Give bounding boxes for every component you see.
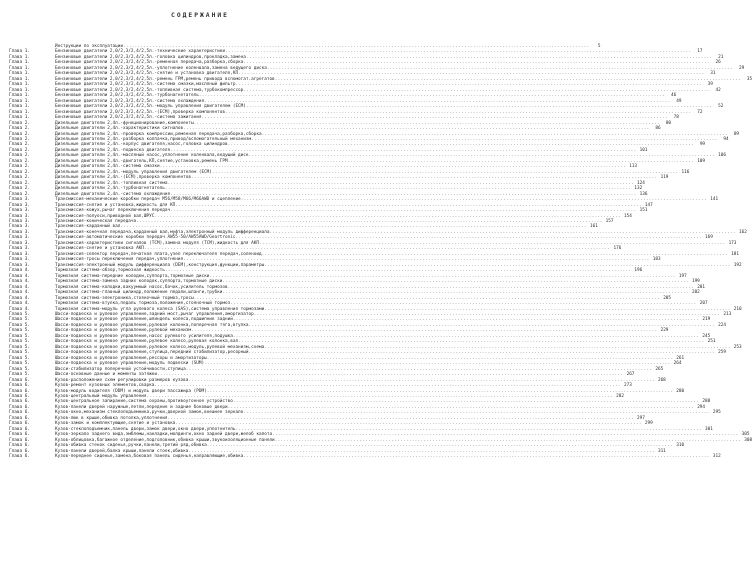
toc-page-number: 154 [623,213,632,219]
toc-title: Бензиновые двигатели 2,0/2,3/2,4/2,5л.-система охлаждения [55,98,205,104]
toc-title: Тормозная система-втулка,педаль тормоза,положение,стояночный тормоз [55,301,231,307]
toc-title: Кузов-окно,механизм стеклоподъемника,ручки,дверной замок,внешнее зеркало [55,410,244,416]
toc-title: Тормозная система-электроника,стояночный тормоз,тросы [55,295,194,301]
toc-page-number: 17 [697,49,703,55]
toc-page-number: 173 [728,240,737,246]
toc-chapter: Глава 6. [9,383,30,389]
toc-chapter: Глава 2. [9,126,30,132]
toc-page-number: 265 [655,366,664,372]
toc-chapter: Глава 2. [9,175,30,181]
toc-page-number: 78 [673,115,679,121]
toc-title: Кузов-модуль водителя (DDM) и модуль двери пассажира (PDM) [55,388,207,394]
toc-chapter: Глава 3. [9,224,30,230]
toc-chapter: Глава 1. [9,49,30,55]
toc-title: Дизельные двигатели 2,4л.-корпус двигателя,насос,головка цилиндров [55,142,228,148]
toc-page-number: 201 [697,284,706,290]
toc-page-number: 136 [639,191,648,197]
toc-title: Шасси-подвеска и рулевое управление,ступица,передний стабилизатор,ресорный [55,350,249,356]
toc-page-number: 109 [697,158,706,164]
toc-chapter: Глава 1. [9,93,30,99]
toc-title: Шасси-подвеска и рулевое управление,насос рулевого усилителя,подушка [55,333,233,339]
toc-title: Шасси-подвеска и рулевое управление,рулевой механизм [55,328,191,334]
toc-page-number: 301 [705,426,713,432]
toc-chapter: Глава 2. [9,136,30,142]
toc-chapter: Глава 3. [9,251,30,257]
toc-chapter: Глава 1. [9,71,30,77]
toc-title: Дизельные двигатели 2,4л.-характеристики сигналов [55,126,184,132]
toc-chapter: Глава 1. [9,115,30,121]
toc-title: Дизельные двигатели 2,4л.-турбонагнетатель [55,186,165,192]
toc-page-number: 42 [715,87,721,93]
toc-title: Кузов-замок и комплектующие,снятие и установка [55,421,176,427]
toc-chapter: Глава 3. [9,213,30,219]
toc-title: Трансмиссия-конечная передача,карданный вал,муфта,электронный модуль дифференциала [55,229,270,235]
toc-title: Кузов-стеклоподъемник,панель двери,замок двери,окно двери,уплотнитель [55,426,236,432]
toc-title: Шасси-основные данные и моменты затяжки [55,372,157,378]
toc-page-number: 224 [718,322,726,328]
toc-title: Бензиновые двигатели 2,0/2,3/2,4/2,5л.-ременная передача,разборка,сборка [55,60,244,66]
toc-page-number: 46 [671,93,677,99]
toc-chapter: Глава 6. [9,437,30,443]
toc-title: Кузов-панели дверей наружные,петли,передние и задние боковые двери [55,404,228,410]
toc-page-number: 94 [723,136,729,142]
toc-chapter: Глава 2. [9,131,30,137]
toc-page-number: 267 [626,372,635,378]
toc-title: Бензиновые двигатели 2,0/2,3/2,4/2,5л.-головка цилиндров,прокладка,замена [55,54,246,60]
toc-title: Дизельные двигатели 2,4л.-модуль управления двигателем (ECM) [55,169,212,175]
toc-leader-dots [243,454,709,459]
toc-chapter: Глава 2. [9,180,30,186]
toc-chapter: Глава 3. [9,219,30,224]
toc-title: Дизельные двигатели 2,4л.-разборка колпачка,привод/вспомогательный механизм [55,136,252,142]
toc-title: Дизельные двигатели 2,4л.-двигатель,КП,снятие,установка,ремень ГРМ [55,158,228,164]
toc-chapter: Глава 6. [9,421,30,427]
toc-page-number: 181 [731,251,740,257]
toc-chapter: Глава 5. [9,328,30,334]
toc-page-number: 124 [637,180,645,186]
toc-chapter: Глава 6. [9,426,30,432]
toc-page-number: 210 [733,306,742,312]
toc-page-number: 162 [739,229,747,235]
toc-title: Бензиновые двигатели 2,0/2,3/2,4/2,5л.-топливная система,турбокомпрессор [55,87,244,93]
toc-title: Шасси-подвеска и рулевое управление,рулевое колесо,рулевая колонка,вал [55,339,239,345]
toc-title: Трансмиссия-карданный вал [55,224,121,230]
toc-chapter: Глава 5. [9,355,30,361]
toc-chapter: Глава 2. [9,142,30,148]
toc-page-number: 192 [733,262,742,268]
toc-page-number: 259 [718,350,726,356]
toc-chapter: Глава 4. [9,284,30,290]
toc-chapter: Глава 1. [9,76,30,82]
toc-page-number: 39 [707,82,713,88]
toc-chapter: Глава 2. [9,169,30,175]
toc-page-number: 280 [676,388,685,394]
toc-title: Трансмиссия-коническая передача [55,219,137,224]
toc-title: Трансмиссия-снятие и установка АКП [55,246,144,252]
toc-chapter: Глава 2. [9,191,30,197]
toc-title: Бензиновые двигатели 2,0/2,3/2,4/2,5л.-система зажигания [55,115,202,121]
toc-page-number: 29 [739,65,745,71]
toc-title: Кузов-облицовка,багажное отделение,подголовник,обивка крыши,звукоизоляционные панели [55,437,275,443]
toc-chapter: Глава 1. [9,82,30,88]
toc-page-number: 89 [733,131,740,137]
toc-chapter: Глава 4. [9,273,30,279]
toc-page-number: 207 [699,301,708,307]
toc-page-number: 31 [710,71,716,77]
toc-chapter: Глава 5. [9,333,30,339]
toc-title: Тормозная система-обзор,тормозная жидкость [55,268,165,274]
page-title: СОДЕРЖАНИЕ [171,12,229,19]
toc-page-number: 310 [676,443,685,449]
toc-chapter: Глава 5. [9,344,30,350]
toc-chapter: Глава 6. [9,377,30,383]
toc-chapter: Глава 5. [9,317,30,323]
toc-title: Бензиновые двигатели 2,0/2,3/2,4/2,5л.-снятие и установка двигателя,КП [55,71,239,77]
toc-page-number: 5 [597,44,601,49]
toc-title: Тормозная система-передние колодки,суппорта,тормозные диски [55,273,210,279]
toc-chapter: Глава 1. [9,109,30,115]
toc-page-number: 199 [691,279,700,285]
toc-title: Кузов-центральный модуль управления [55,394,147,399]
toc-title: Бензиновые двигатели 2,0/2,3/2,4/2,5л.-(ECM),проверка компонентов [55,109,225,115]
toc-page-number: 132 [634,186,643,192]
toc-page-number: 161 [589,224,598,230]
toc-page-number: 311 [657,448,666,454]
toc-title: Трансмиссия-полуоси,приводной вал,ШРУС [55,213,155,219]
toc-page-number: 264 [673,361,682,367]
toc-page-number: 106 [718,153,726,159]
toc-title: Дизельные двигатели 2,4л.-проверка компрессии,ременная передача,разборка,сборка [55,131,262,137]
toc-chapter: Глава 4. [9,301,30,307]
toc-chapter: Глава 5. [9,366,30,372]
toc-page-number: 299 [644,421,653,427]
toc-title: Кузов-люк в крыше,обивка потолка,уплотнения [55,415,168,421]
toc-page-number: 294 [697,404,706,410]
toc-chapter: Глава 1. [9,98,30,104]
toc-title: Кузов-ремонт кузовных элементов,сварка [55,383,155,389]
toc-page-number: 261 [676,355,685,361]
toc-title: Тормозная система-модуль угла рулевого колеса (SAS),система управления тормозами [55,306,265,312]
toc-page-number: 202 [691,290,700,296]
toc-title: Кузов-расположение схем регулировки размеров кузова [55,377,189,383]
toc-chapter: Глава 1. [9,104,30,110]
toc-title: Инструкции по эксплуатации [55,44,123,49]
toc-title: Дизельные двигатели 2,4л.-подвеска двигателя [55,147,171,153]
toc-page-number: 312 [712,454,721,460]
toc-page-number: 157 [605,219,614,224]
toc-chapter: Глава 2. [9,120,30,126]
toc-chapter: Глава 2. [9,158,30,164]
toc-title: Трансмиссия-автоматические коробки передач AW55-50/AW55AWD/Geartronic [55,235,236,241]
toc-chapter: Глава 3. [9,202,30,208]
toc-page-number: 147 [644,202,653,208]
toc-title: Шасси-подвеска и рулевое управление,задний мост,рычаг управления,амортизатор [55,311,254,317]
toc-title: Дизельные двигатели 2,4л.-(ECM),проверка компонентов [55,175,191,181]
toc-chapter: Глава 6. [9,448,30,454]
toc-chapter: Глава 1. [9,60,30,66]
toc-page-number: 26 [715,60,721,66]
toc-page-number: 253 [733,344,742,350]
toc-chapter: Глава 6. [9,399,30,405]
toc-chapter: Глава 5. [9,350,30,356]
toc-title: Трансмиссия-селектор передач,печатная плата,узел переключателя передач,соленоид [55,251,262,257]
toc-chapter: Глава 2. [9,164,30,170]
toc-title: Дизельные двигатели 2,4л.-система охлаждения [55,191,171,197]
toc-title: Бензиновые двигатели 2,0/2,3/2,4/2,5л.-технические характеристики [55,49,225,55]
toc-chapter: Глава 3. [9,229,30,235]
toc-page-number: 119 [660,175,669,181]
toc-chapter: Глава 5. [9,372,30,378]
toc-title: Бензиновые двигатели 2,0/2,3/2,4/2,5л.-турбонагнетатель [55,93,199,99]
toc-chapter: Глава 4. [9,290,30,296]
toc-page-number: 297 [637,415,645,421]
toc-title: Дизельные двигатели 2,4л.-топливная система [55,180,168,186]
toc-page-number: 35 [746,76,752,82]
toc-page-number: 116 [681,169,690,175]
toc-page-number: 196 [634,268,643,274]
toc-chapter: Глава 2. [9,153,30,159]
toc-chapter: Глава 2. [9,186,30,192]
toc-title: Бензиновые двигатели 2,0/2,3/2,4/2,5л.-ремень ГРМ,ремень привода вспомогат.агрегатов [55,76,275,82]
toc-chapter: Глава 6. [9,404,30,410]
toc-chapter: Глава 6. [9,432,30,438]
toc-page-number: 169 [705,235,713,241]
toc-title: Трансмиссия-тросы переключения передач,уплотнения [55,257,184,263]
toc-page-number: 229 [660,328,669,334]
toc-chapter: Глава 6. [9,443,30,449]
toc-title: Трансмиссия-механические коробки передач M56/M58/M66/M66AWD и сцепление [55,197,241,203]
toc-title: Кузов-зеркало заднего вида,эмблемы,накладки,молдинги,окно задней двери,желоб капота [55,432,273,438]
toc-page-number: 141 [710,197,719,203]
toc-chapter: Глава 1. [9,87,30,93]
toc-page-number: 113 [629,164,638,170]
toc-page-number: 213 [723,311,732,317]
toc-page-number: 101 [639,147,648,153]
toc-page-number: 251 [707,339,716,345]
toc-title: Бензиновые двигатели 2,0/2,3/2,4/2,5л.-система смазки,масляный фильтр [55,82,236,88]
toc-page-number: 49 [676,98,682,104]
toc-page-number: 282 [616,394,624,399]
toc-title: Трансмиссия-снятие и установка,жидкость для КП [55,202,176,208]
toc-chapter: Глава 5. [9,339,30,345]
toc-chapter: Глава 5. [9,361,30,367]
toc-page-number: 268 [657,377,666,383]
toc-page-number: 205 [663,295,672,301]
toc-title: Дизельные двигатели 2,4л.-масляный насос,уплотнение коленвала,ведущий диск [55,153,249,159]
toc-title: Тормозная система-колодки,вакуумный насос,бачок,усилитель тормозов [55,284,228,290]
toc-title: Дизельные двигатели 2,4л.-система смазки [55,164,160,170]
table-of-contents [9,44,752,460]
toc-page-number: 183 [652,257,661,263]
toc-title: Трансмиссия-кожух,рычаг переключения передач [55,208,171,214]
toc-title: Тормозная система-главный цилиндр,положение педали,шланги,трубки [55,290,223,296]
toc-chapter: Глава 6. [9,454,30,460]
toc-title: Шасси-подвеска и рулевое управление,модуль подвески (SUM) [55,361,205,367]
toc-page-number: 288 [702,399,711,405]
toc-chapter: Глава 6. [9,388,30,394]
toc-page-number: 72 [697,109,703,115]
toc-entry [9,454,721,460]
toc-chapter: Глава 5. [9,322,30,328]
toc-title: Трансмиссия-электронный модуль дифференциала (DEM),конструкция,функции,параметры [55,262,265,268]
toc-chapter: Глава 3. [9,197,30,203]
toc-chapter: Глава 1. [9,54,30,60]
toc-page-number: 80 [665,120,672,126]
toc-chapter: Глава 4. [9,295,30,301]
toc-title: Бензиновые двигатели 2,0/2,3/2,4/2,5л.-модуль управления двигателем (ECM) [55,104,246,110]
toc-title: Кузов-центральное запирание,система охраны,противоугонное устройство [55,399,233,405]
toc-title: Кузов-обивка стенок сиденья,ручки,панели,третий ряд,обивка [55,443,207,449]
toc-title: Шасси-подвеска и рулевое управление,шпиндель колеса,подшипник задний [55,317,233,323]
toc-chapter: Глава 4. [9,268,30,274]
toc-title: Дизельные двигатели 2,4л.-функционирование,компоненты [55,120,194,126]
toc-chapter: Глава 3. [9,257,30,263]
toc-chapter: Глава 6. [9,415,30,421]
toc-page-number: 308 [744,437,752,443]
toc-title: Шасси-подвеска и рулевое управление,рулевая колонка,поперечная тяга,втулка [55,322,249,328]
toc-title: Бензиновые двигатели 2,0/2,3/2,4/2,5л.-уплотнение коленвала,замена ведущего диска [55,65,267,71]
toc-title: Кузов-панели дверей,балка крыши,панели стоек,обивка [55,448,189,454]
toc-chapter: Глава 3. [9,246,30,252]
toc-chapter: Глава 2. [9,147,30,153]
toc-title: Шасси-подвеска и рулевое управление,рулевое колесо,модуль,рулевой механизм,схема [55,344,265,350]
toc-page-number: 86 [655,126,661,132]
toc-page-number: 151 [639,208,648,214]
toc-chapter: Глава 3. [9,262,30,268]
toc-page-number: 305 [741,432,750,438]
toc-chapter: Глава 5. [9,311,30,317]
toc-page-number: 245 [702,333,711,339]
toc-page-number: 295 [712,410,721,416]
toc-chapter: Глава 4. [9,306,30,312]
toc-page-number: 197 [678,273,687,279]
toc-page-number: 176 [613,246,622,252]
toc-title: Шасси-подвеска и рулевое управление,рессоры и амортизаторы [55,355,207,361]
toc-page-number: 99 [699,142,706,148]
toc-page-number: 273 [623,383,632,389]
toc-chapter: Глава 4. [9,279,30,285]
toc-chapter: Глава 3. [9,235,30,241]
toc-page-number: 219 [702,317,711,323]
toc-page-number: 52 [718,104,724,110]
toc-chapter: Глава 6. [9,394,30,399]
toc-title: Тормозная система-замена задних колодок,суппорта,тормозные диски [55,279,223,285]
toc-chapter: Глава 1. [9,65,30,71]
toc-title: Трансмиссия-характеристики сигналов (TCM),замена модуля (TCM),жидкость для АКП [55,240,259,246]
toc-chapter: Глава 3. [9,208,30,214]
toc-chapter: Глава 3. [9,240,30,246]
toc-page-number: 21 [718,54,724,60]
toc-title: Шасси-стабилизатор поперечной устойчивости,ступица [55,366,186,372]
toc-title: Кузов-переднее сиденье,замена,боковая панель сиденья,направляющие,обивка [55,454,244,460]
toc-chapter: Глава 6. [9,410,30,416]
